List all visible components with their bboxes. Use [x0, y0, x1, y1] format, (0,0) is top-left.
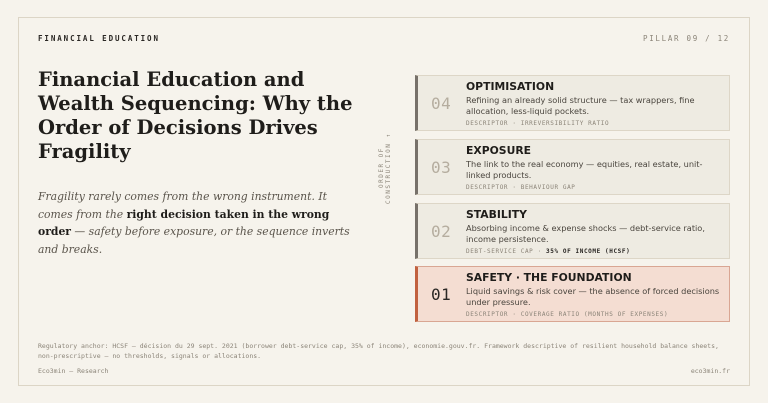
content-card [18, 17, 750, 386]
subtitle-part2: — safety before exposure, or the sequence inverts and breaks. [38, 225, 350, 256]
footer-url[interactable]: eco3min.fr [690, 367, 730, 375]
tier-name: STABILITY [466, 208, 527, 221]
footer-brand: Eco3min — Research [38, 367, 109, 375]
subtitle [38, 188, 363, 258]
tier-meta [466, 248, 630, 255]
tier-safety-foundation [415, 266, 730, 322]
tier-optimisation [415, 75, 730, 131]
page-title: Financial Education and Wealth Sequencing: Why the Order of Decisions Drives Fragility [38, 68, 353, 163]
tier-number: 04 [431, 94, 452, 113]
tier-meta-label: DESCRIPTOR · BEHAVIOUR GAP [466, 184, 576, 191]
tier-meta-label: DEBT-SERVICE CAP · [466, 248, 547, 255]
subtitle-part1: Fragility rarely comes from the wrong instrument. It comes from the [38, 190, 327, 221]
tier-name: SAFETY · THE FOUNDATION [466, 271, 632, 284]
tier-description: Liquid savings & risk cover — the absence of forced decisions under pressure. [466, 286, 720, 307]
tier-name: OPTIMISATION [466, 80, 555, 93]
tier-number: 03 [431, 158, 452, 177]
tier-meta-label: DESCRIPTOR · IRREVERSIBILITY RATIO [466, 120, 610, 127]
regulatory-note: Regulatory anchor: HCSF — décision du 29 sept. 2021 (borrower debt-service cap, 35% of income), economie.gouv.fr. Framework descriptive of resilient household balance sheets, non-prescriptive — no thresholds, signals or allocations. [38, 342, 719, 360]
order-axis-label: ORDER OF CONSTRUCTION ↑ [378, 132, 392, 204]
tier-exposure [415, 139, 730, 195]
tier-meta [466, 120, 609, 127]
tier-meta [466, 311, 668, 318]
pillar-indicator: PILLAR 09 / 12 [642, 34, 730, 43]
tier-number: 01 [431, 285, 452, 304]
tier-stability [415, 203, 730, 259]
subtitle-emphasis: right decision taken in the wrong order [38, 207, 330, 238]
tier-meta [466, 184, 576, 191]
tier-description: The link to the real economy — equities, real estate, unit-linked products. [466, 159, 703, 180]
tier-meta-value: 35% OF INCOME (HCSF) [546, 248, 631, 255]
tier-description: Refining an already solid structure — tax wrappers, fine allocation, less-liquid pockets. [466, 95, 695, 116]
tier-meta-label: DESCRIPTOR · COVERAGE RATIO (MONTHS OF EXPENSES) [466, 311, 669, 318]
section-label: FINANCIAL EDUCATION [38, 34, 160, 43]
tier-number: 02 [431, 222, 452, 241]
tier-name: EXPOSURE [466, 144, 532, 157]
tier-description: Absorbing income & expense shocks — debt-service ratio, income persistence. [466, 223, 705, 244]
